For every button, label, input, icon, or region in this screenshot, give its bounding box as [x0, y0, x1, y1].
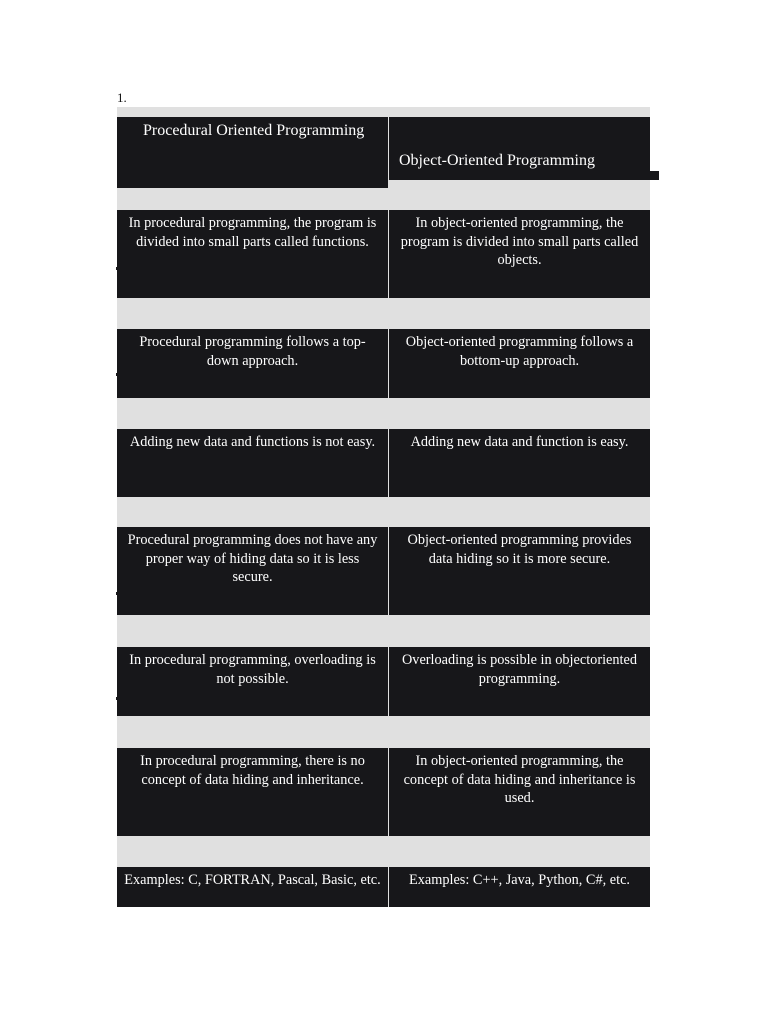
table-edge-mark [116, 592, 117, 595]
row-7-object-oriented: Examples: C++, Java, Python, C#, etc. [389, 867, 650, 907]
table-edge-mark [116, 373, 117, 376]
row-7-procedural: Examples: C, FORTRAN, Pascal, Basic, etc. [117, 867, 388, 907]
row-6-object-oriented: In object-oriented programming, the concept of data hiding and inheritance is used. [389, 748, 650, 836]
row-3-procedural: Adding new data and functions is not easy. [117, 429, 388, 497]
row-2-object-oriented: Object-oriented programming follows a bottom-up approach. [389, 329, 650, 398]
row-3-object-oriented: Adding new data and function is easy. [389, 429, 650, 497]
row-5-object-oriented: Overloading is possible in objectoriented programming. [389, 647, 650, 716]
table-edge-mark [116, 267, 117, 270]
item-number: 1. [117, 90, 127, 105]
table-edge-mark [116, 697, 117, 700]
row-5-procedural: In procedural programming, overloading is not possible. [117, 647, 388, 716]
row-1-object-oriented: In object-oriented programming, the program is divided into small parts called objects. [389, 210, 650, 298]
header-edge-tab [650, 171, 659, 180]
row-1-procedural: In procedural programming, the program is divided into small parts called functions. [117, 210, 388, 298]
row-4-object-oriented: Object-oriented programming provides data hiding so it is more secure. [389, 527, 650, 615]
header-procedural: Procedural Oriented Programming [117, 117, 388, 188]
header-object-oriented: Object-Oriented Programming [389, 117, 650, 180]
row-6-procedural: In procedural programming, there is no concept of data hiding and inheritance. [117, 748, 388, 836]
row-4-procedural: Procedural programming does not have any proper way of hiding data so it is less secure. [117, 527, 388, 615]
row-2-procedural: Procedural programming follows a top-down approach. [117, 329, 388, 398]
comparison-table [117, 107, 650, 907]
